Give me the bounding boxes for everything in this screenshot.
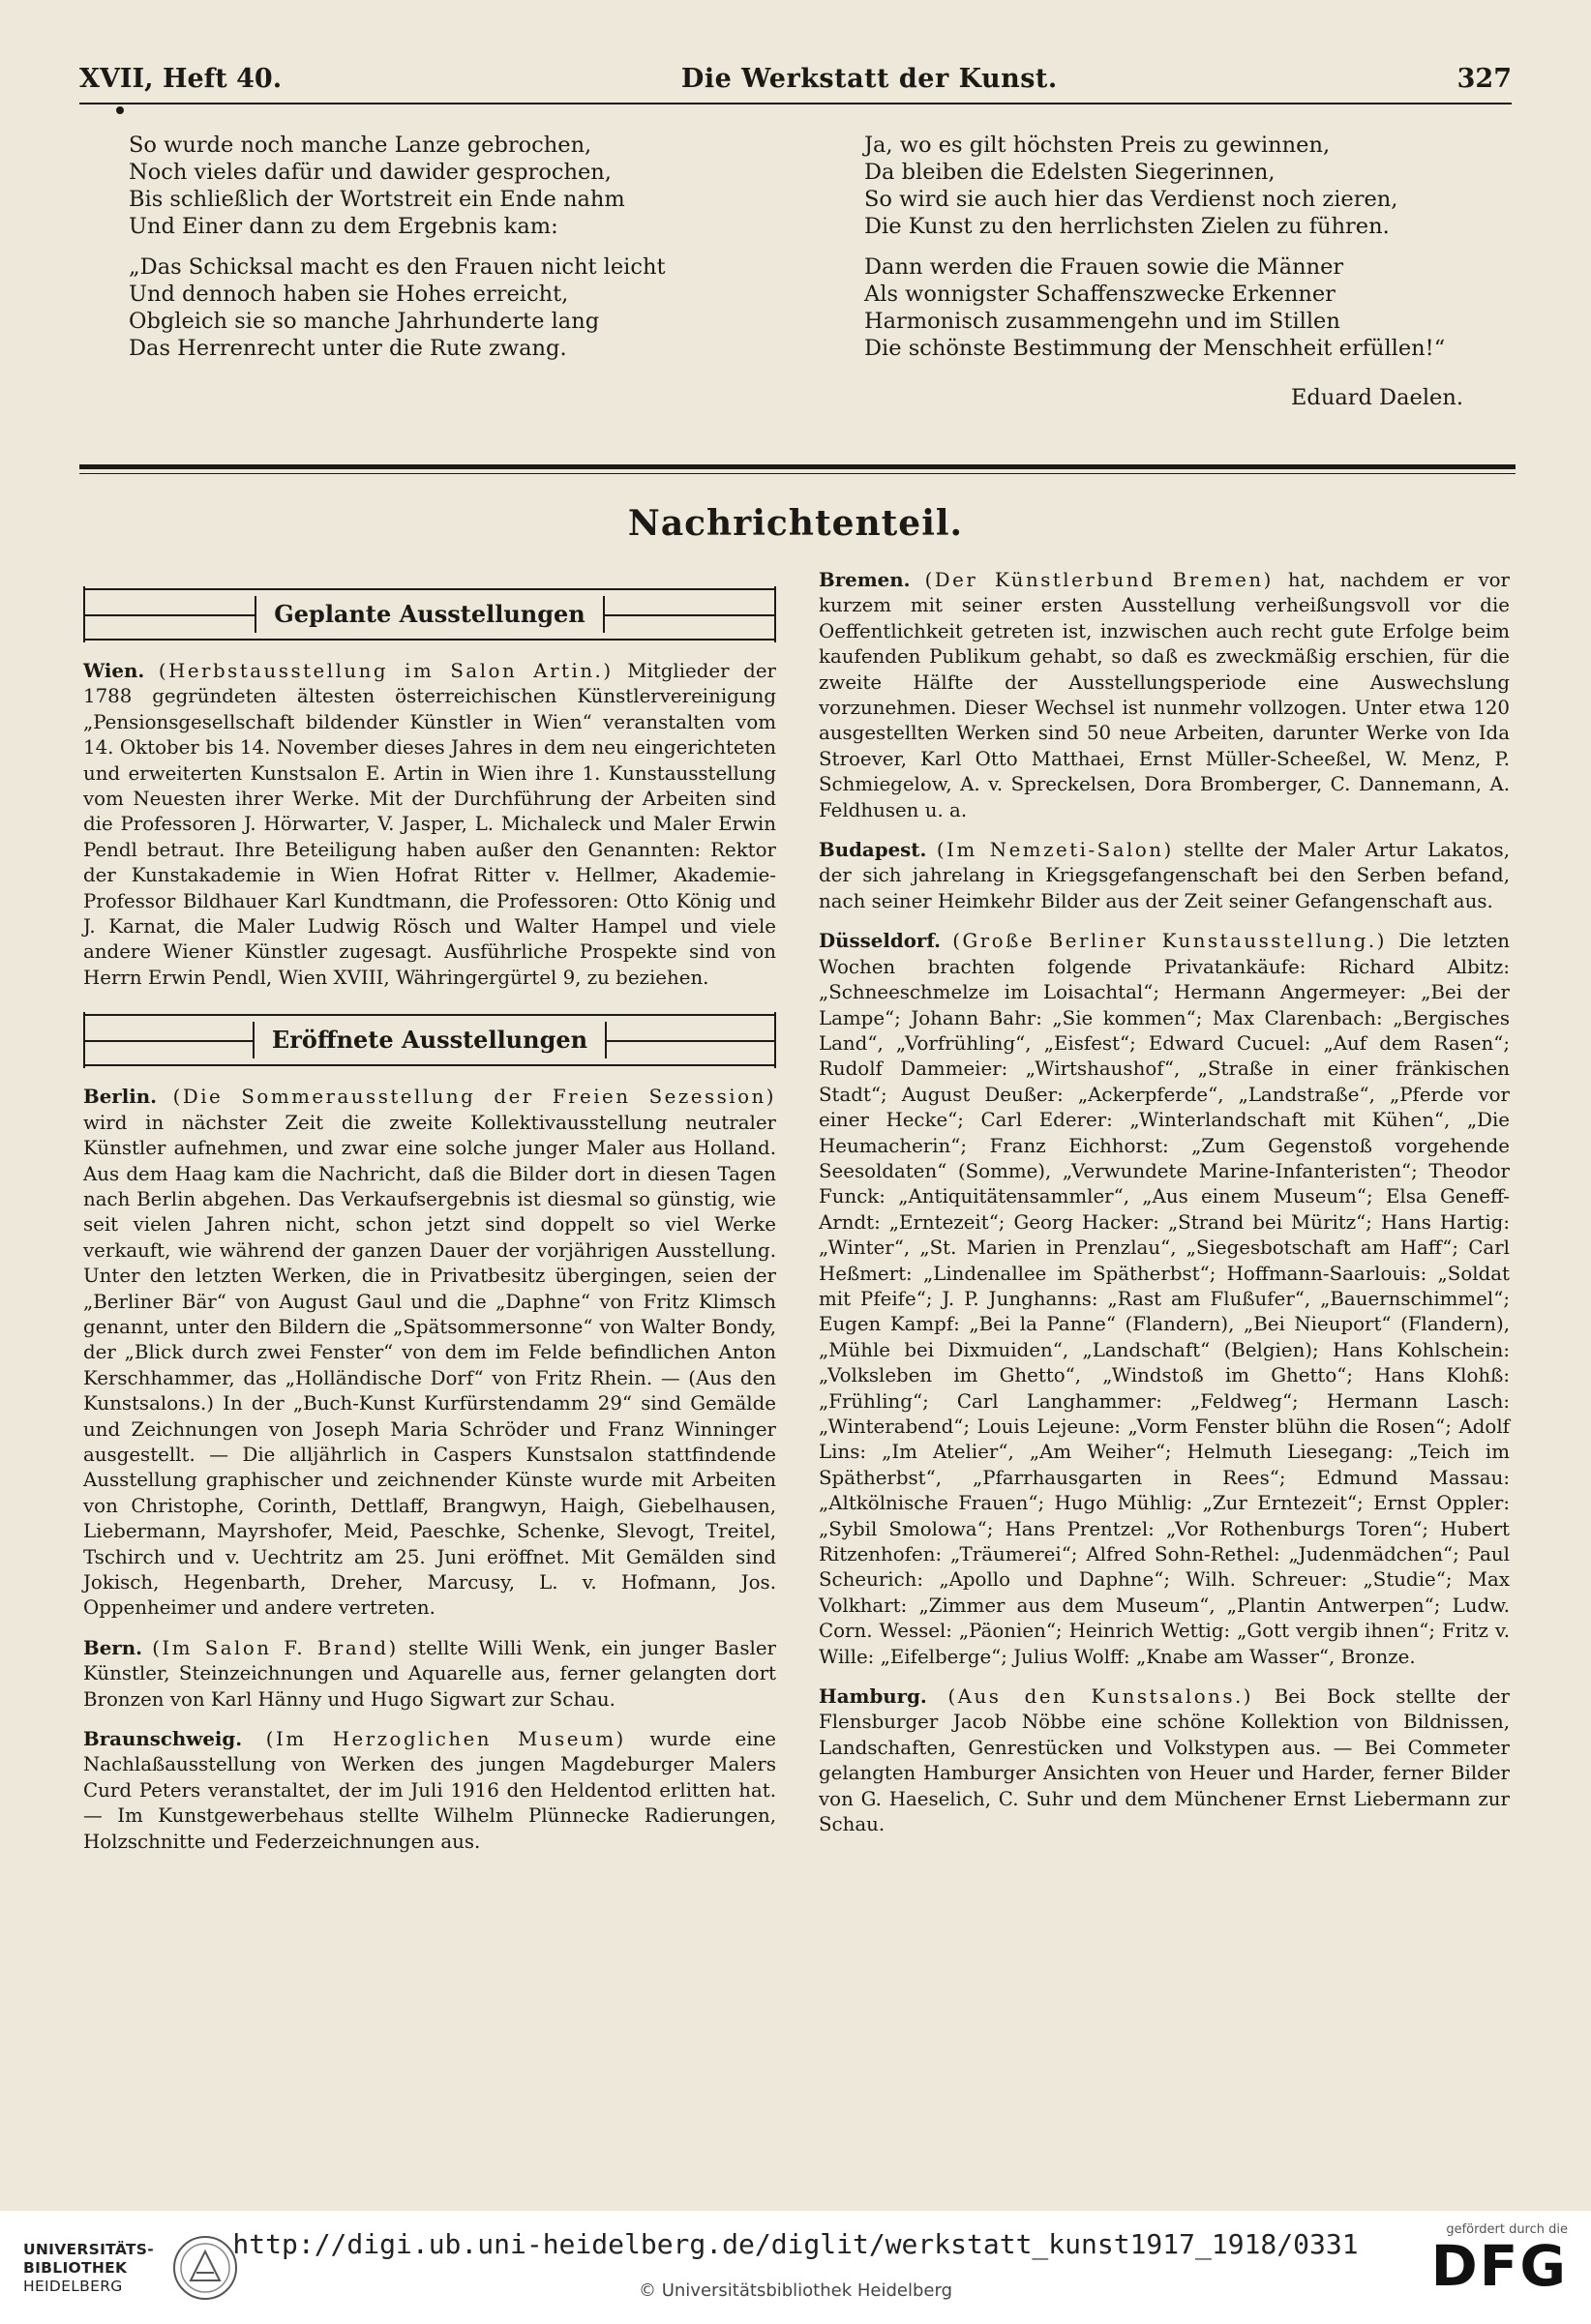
poem-stanza [864,132,1445,240]
news-item-bern [83,1635,776,1713]
poem-line: Obgleich sie so manche Jahrhunderte lang [129,309,600,334]
news-item-berlin [83,1084,776,1622]
place-name: Bern. [83,1635,142,1659]
page-number: 327 [1456,63,1512,94]
place-name: Budapest. [819,838,927,862]
poem-line: Die schönste Bestimmung der Menschheit erfüllen!“ [864,336,1446,361]
poem-line: So wird sie auch hier das Verdienst noch zieren, [864,187,1398,212]
place-name: Düsseldorf. [819,929,942,953]
news-item-braunschweig [83,1726,776,1855]
place-name: Bremen. [819,568,911,591]
library-name-line: BIBLIOTHEK [23,2258,128,2277]
poem-line: Die Kunst zu den herrlichsten Zielen zu führen. [864,214,1390,239]
poem-line: Dann werden die Frauen sowie die Männer [864,254,1344,280]
venue: (Die Sommerausstellung der Freien Sezession) [172,1086,776,1109]
library-name-line: UNIVERSITÄTS- [23,2240,155,2258]
venue: (Herbstausstellung im Salon Artin.) [158,660,614,682]
heading-label: Geplante Ausstellungen [255,596,604,633]
news-text: Die letzten Wochen brachten folgende Privatankäufe: Richard Albitz: „Schneeschmelze im Loisachtal“; Hermann Angermeyer: „Bei der Lampe“; Johann Bahr: „Sie kommen“; Max Clarenbach: „Bergisches Land“, „Vorfrühling“, „Eisfest“; Edward Cucuel: „Auf dem Rasen“; Rudolf Dammeier: „Wirtshaushof“, „Straße in einer fränkischen Stadt“; August Deußer: „Ackerpferde“, „Landstraße“, „Pferde vor einer Hecke“; Carl Ederer: „Winterlandschaft mit Kühen“, „Die Heumacherin“; Franz Eichhorst: „Zum Gegenstoß vorgehende Seesoldaten“ (Somme), „Verwundete Marine-Infanteristen“; Theodor Funck: „Antiquitätensammler“, „Aus einem Museum“; Elsa Geneff-Arndt: „Erntezeit“; Georg Hacker: „Strand bei Müritz“; Hans Hartig: „Winter“, „St. Marien in Prenzlau“, „Siegesbotschaft am Haff“; Carl Heßmert: „Lindenallee im Spätherbst“; Hoffmann-Saarlouis: „Soldat mit Pfeife“; J. P. Junghanns: „Rast am Flußufer“, „Bauernschimmel“; Eugen Kampf: „Bei la Panne“ (Flandern), „Bei Nieuport“ (Flandern), „Mühle bei Dixmuiden“, „Landschaft“ (Belgien); Hans Kohlschein: „Volksleben im Ghetto“, „Windstoß im Ghetto“; Hans Klohß: „Frühling“; Carl Langhammer: „Feldweg“; Hermann Lasch: „Winterabend“; Louis Lejeune: „Vorm Fenster blühn die Rosen“; Adolf Lins: „Im Atelier“, „Am Weiher“; Helmuth Liesegang: „Teich im Spätherbst“, „Pfarrhausgarten in Rees“; Edmund Massau: „Altkölnische Frauen“; Hugo Mühlig: „Zur Erntezeit“; Ernst Oppler: „Sybil Smolowa“; Hans Prentzel: „Vor Rothenburgs Toren“; Hubert Ritzenhofen: „Träumerei“; Alfred Sohn-Rethel: „Judenmädchen“; Paul Scheurich: „Apollo und Daphne“; Wilh. Schreuer: „Studie“; Max Volkhart: „Zimmer aus dem Museum“, „Plantin Antwerpen“; Ludw. Corn. Wessel: „Päonien“; Heinrich Wettig: „Gott vergib ihnen“; Fritz v. Wille: „Eifelberge“; Julius Wolff: „Knabe am Wasser“, Bronze. [819,930,1510,1668]
poem-line: Und Einer dann zu dem Ergebnis kam: [129,214,558,239]
place-name: Hamburg. [819,1684,927,1709]
news-text: stellte Willi Wenk, ein junger Basler Künstler, Steinzeichnungen und Aquarelle aus, ferner gelangten dort Bronzen von Karl Hänny und Hugo Sigwart zur Schau. [83,1636,776,1711]
news-text: wurde eine Nachlaßausstellung von Werken des jungen Magdeburger Malers Curd Peters veranstaltet, der im Juli 1916 den Heldentod erlitten hat. — Im Kunstgewerbehaus stellte Wilhelm Plünnecke Radierungen, Holzschnitte und Federzeichnungen aus. [83,1728,776,1853]
news-item-hamburg [819,1683,1510,1837]
poem-line: Als wonnigster Schaffenszwecke Erkenner [864,282,1336,307]
venue: (Im Nemzeti-Salon) [936,839,1174,862]
place-name: Wien. [83,659,145,682]
library-footer [0,2211,1591,2324]
poem-stanza [864,253,1445,362]
poem-line: Das Herrenrecht unter die Rute zwang. [129,336,567,361]
poem-line: Ja, wo es gilt höchsten Preis zu gewinnen, [864,133,1331,158]
poem-left-column [129,132,666,375]
poem-line: „Das Schicksal macht es den Frauen nicht leicht [129,254,666,280]
place-name: Braunschweig. [83,1727,243,1751]
news-item-budapest [819,837,1510,914]
dfg-caption: gefördert durch die [1446,2222,1568,2237]
poem-line: Und dennoch haben sie Hohes erreicht, [129,282,569,307]
news-item-duesseldorf [819,928,1510,1670]
dfg-logo[interactable] [1403,2222,1568,2299]
news-text: wird in nächster Zeit die zweite Kollektivausstellung neutraler Künstler aufnehmen, und zwar eine solche junger Maler aus Holland. Aus dem Haag kam die Nachricht, daß die Bilder dort in diesen Tagen nach Berlin abgehen. Das Verkaufsergebnis ist diesmal so günstig, wie seit vielen Jahren nicht, schon jetzt sind doppelt so viel Werke verkauft, wie während der ganzen Dauer der vorjährigen Ausstellung. Unter den letzten Werken, die in Privatbesitz übergingen, seien der „Berliner Bär“ von August Gaul und die „Daphne“ von Fritz Klimsch genannt, unter den Bildern die „Spätsommersonne“ von Walter Bondy, der „Blick durch zwei Fenster“ von dem im Felde befindlichen Anton Kerschhammer, das „Holländische Dorf“ von Fritz Rhein. — (Aus den Kunstsalons.) In der „Buch-Kunst Kurfürstendamm 29“ sind Gemälde und Zeichnungen von Joseph Maria Schröder und Franz Winninger ausgestellt. — Die alljährlich in Caspers Kunstsalon stattfindende Ausstellung graphischer und zeichnender Künste wurde mit Arbeiten von Christophe, Corinth, Dettlaff, Brangwyn, Haigh, Giebelhausen, Liebermann, Mayrshofer, Meid, Paeschke, Schenke, Slevogt, Treitel, Tschirch und v. Uechtritz am 25. Juni eröffnet. Mit Gemälden sind Jokisch, Hegenbarth, Dreher, Marcusy, L. v. Hofmann, Jos. Oppenheimer und andere vertreten. [83,1111,776,1620]
dfg-wordmark: DFG [1430,2233,1568,2299]
news-text: Bei Bock stellte der Flensburger Jacob Nöbbe eine schöne Kollektion von Bildnissen, Landschaften, Genrestücken und Volkstypen aus. — Bei Commeter gelangten Hamburger Ansichten von Heuer und Harder, ferner Bilder von G. Haeselich, C. Suhr und dem Münchener Ernst Liebermann zur Schau. [819,1685,1510,1836]
poem-right-column [864,132,1445,375]
poem-stanza [129,253,666,362]
venue: (Der Künstlerbund Bremen) [924,569,1274,591]
ink-dot [116,106,124,114]
poem-line: Bis schließlich der Wortstreit ein Ende nahm [129,187,625,212]
copyright-notice: © Universitätsbibliothek Heidelberg [638,2280,952,2301]
permalink-url[interactable]: http://digi.ub.uni-heidelberg.de/diglit/werkstatt_kunst1917_1918/0331 [232,2228,1359,2260]
library-name-line: HEIDELBERG [23,2277,123,2295]
section-title: Nachrichtenteil. [627,503,964,544]
section-divider [79,464,1516,469]
journal-title: Die Werkstatt der Kunst. [680,63,1058,94]
news-text: stellte der Maler Artur Lakatos, der sich jahrelang in Kriegsgefangenschaft bei den Serben befand, nach seiner Heimkehr Bilder aus der Zeit seiner Gefangenschaft aus. [819,839,1510,912]
news-item-bremen [819,567,1510,823]
place-name: Berlin. [83,1085,158,1109]
left-column [83,588,776,1868]
news-text: hat, nachdem er vor kurzem mit seiner ersten Ausstellung verheißungsvoll vor die Oeffentlichkeit getreten ist, inzwischen auch recht gute Erfolge beim kaufenden Publikum gehabt, so daß es zweckmäßig erschien, für die zweite Hälfte der Ausstellungsperiode eine Auswechslung vorzunehmen. Dieser Wechsel ist nunmehr vollzogen. Unter etwa 120 ausgestellten Werken sind 50 neue Arbeiten, darunter Werke von Ida Stroever, Karl Otto Matthaei, Ernst Müller-Scheeßel, W. Menz, P. Schmiegelow, A. v. Spreckelsen, Dora Bromberger, C. Dannemann, A. Feldhusen u. a. [819,569,1510,821]
news-text: Mitglieder der 1788 gegründeten ältesten österreichischen Künstlervereinigung „Pensionsgesellschaft bildender Künstler in Wien“ veranstalten vom 14. Oktober bis 14. November dieses Jahres in dem neu eingerichteten und erweiterten Kunstsalon E. Artin in Wien ihre 1. Kunstausstellung vom Neuesten ihrer Werke. Mit der Durchführung der Arbeiten sind die Professoren J. Hörwarter, V. Jasper, L. Michaleck und Maler Erwin Pendl betraut. Ihre Beteiligung haben außer den Genannten: Rektor der Kunstakademie in Wien Hofrat Ritter v. Hellmer, Akademie-Professor Bildhauer Karl Kundtmann, die Professoren: Otto König und J. Karnat, die Maler Ludwig Rösch und Walter Hampel und viele andere Wiener Künstler zugesagt. Ausführliche Prospekte sind von Herrn Erwin Pendl, Wien XVIII, Währingergürtel 9, zu beziehen. [83,660,777,989]
right-column [819,567,1510,1852]
poem-line: Da bleiben die Edelsten Siegerinnen, [864,160,1276,185]
poem-signature: Eduard Daelen. [1291,385,1463,410]
news-item-wien [83,658,776,991]
boxed-heading [83,588,776,641]
venue: (Im Salon F. Brand) [152,1636,399,1659]
venue: (Im Herzoglichen Museum) [265,1728,626,1751]
poem-line: Noch vieles dafür und dawider gesprochen, [129,160,612,185]
venue: (Große Berliner Kunstausstellung.) [952,930,1387,953]
section-divider-thin [79,473,1516,474]
poem-line: So wurde noch manche Lanze gebrochen, [129,133,592,158]
poem-line: Harmonisch zusammengehn und im Stillen [864,309,1340,334]
issue-label: XVII, Heft 40. [79,63,283,94]
running-header [79,54,1512,104]
venue: (Aus den Kunstsalons.) [947,1685,1254,1709]
poem-stanza [129,132,666,240]
boxed-heading [83,1014,776,1066]
heading-label: Eröffnete Ausstellungen [253,1022,607,1058]
